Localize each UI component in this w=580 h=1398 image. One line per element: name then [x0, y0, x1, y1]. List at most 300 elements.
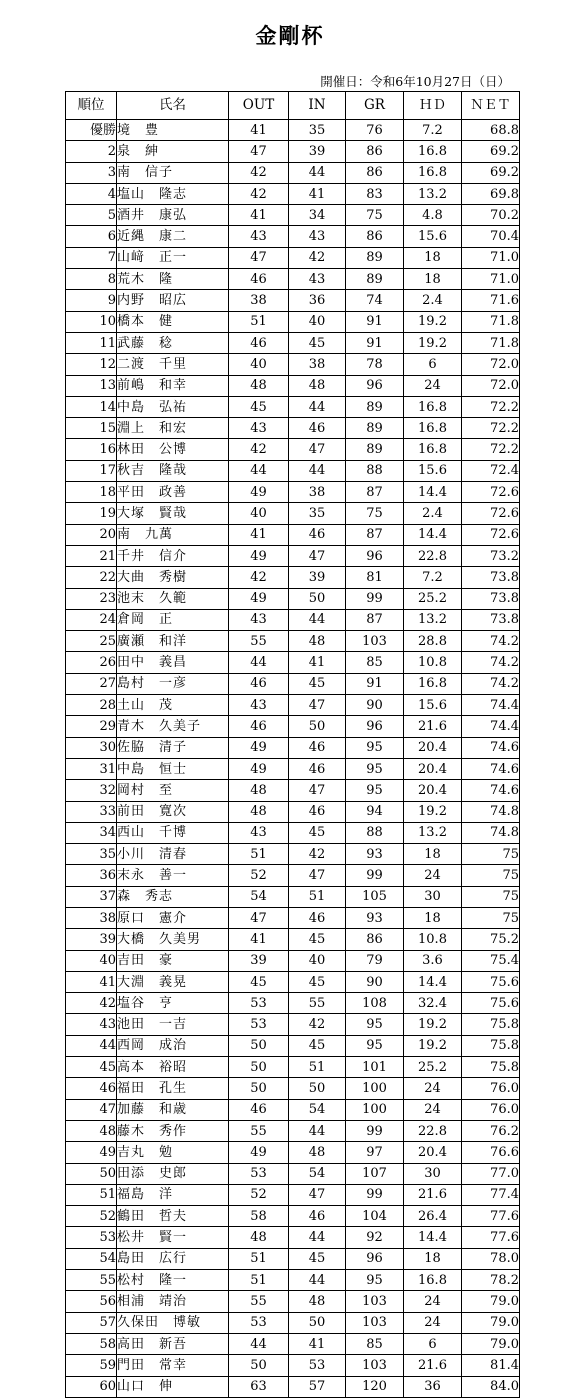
rank-cell: 41 — [66, 971, 117, 992]
net-score: 79.0 — [462, 1312, 520, 1333]
rank-cell: 15 — [66, 418, 117, 439]
table-row — [66, 1057, 520, 1078]
rank-cell: 45 — [66, 1057, 117, 1078]
handicap: 2.4 — [404, 290, 462, 311]
player-name: 内野 昭広 — [117, 290, 229, 311]
header-in: IN — [289, 92, 346, 120]
player-name: 青木 久美子 — [117, 716, 229, 737]
out-score: 50 — [229, 1035, 289, 1056]
out-score: 45 — [229, 971, 289, 992]
table-row — [66, 226, 520, 247]
gross-score: 104 — [346, 1206, 404, 1227]
net-score: 73.2 — [462, 545, 520, 566]
in-score: 44 — [289, 396, 346, 417]
in-score: 47 — [289, 439, 346, 460]
in-score: 55 — [289, 993, 346, 1014]
net-score: 75.4 — [462, 950, 520, 971]
rank-cell: 55 — [66, 1270, 117, 1291]
net-score: 74.2 — [462, 652, 520, 673]
table-row — [66, 1355, 520, 1376]
net-score: 74.6 — [462, 780, 520, 801]
net-score: 74.2 — [462, 673, 520, 694]
header-net: ＮＥＴ — [462, 92, 520, 120]
player-name: 土山 茂 — [117, 695, 229, 716]
table-row — [66, 1014, 520, 1035]
in-score: 48 — [289, 1291, 346, 1312]
handicap: 36 — [404, 1376, 462, 1397]
player-name: 山口 伸 — [117, 1376, 229, 1397]
player-name: 大淵 義晃 — [117, 971, 229, 992]
player-name: 大塚 賢哉 — [117, 503, 229, 524]
in-score: 46 — [289, 418, 346, 439]
rank-cell: 12 — [66, 354, 117, 375]
in-score: 46 — [289, 524, 346, 545]
player-name: 大橋 久美男 — [117, 929, 229, 950]
in-score: 51 — [289, 886, 346, 907]
net-score: 68.8 — [462, 120, 520, 141]
handicap: 21.6 — [404, 1184, 462, 1205]
player-name: 塩谷 亨 — [117, 993, 229, 1014]
gross-score: 86 — [346, 162, 404, 183]
net-score: 79.0 — [462, 1333, 520, 1354]
table-row — [66, 418, 520, 439]
table-row — [66, 1163, 520, 1184]
player-name: 西岡 成治 — [117, 1035, 229, 1056]
net-score: 75 — [462, 844, 520, 865]
table-row — [66, 460, 520, 481]
handicap: 13.2 — [404, 183, 462, 204]
in-score: 35 — [289, 120, 346, 141]
table-row — [66, 120, 520, 141]
table-row — [66, 332, 520, 353]
gross-score: 95 — [346, 1014, 404, 1035]
player-name: 近縄 康二 — [117, 226, 229, 247]
gross-score: 86 — [346, 929, 404, 950]
handicap: 24 — [404, 1078, 462, 1099]
rank-cell: 43 — [66, 1014, 117, 1035]
net-score: 77.6 — [462, 1227, 520, 1248]
gross-score: 96 — [346, 375, 404, 396]
net-score: 79.0 — [462, 1291, 520, 1312]
rank-cell: 16 — [66, 439, 117, 460]
player-name: 中島 弘祐 — [117, 396, 229, 417]
rank-cell: 25 — [66, 631, 117, 652]
gross-score: 91 — [346, 311, 404, 332]
handicap: 20.4 — [404, 737, 462, 758]
player-name: 前田 寛次 — [117, 801, 229, 822]
out-score: 55 — [229, 1291, 289, 1312]
out-score: 43 — [229, 822, 289, 843]
table-row — [66, 1376, 520, 1397]
gross-score: 95 — [346, 758, 404, 779]
net-score: 81.4 — [462, 1355, 520, 1376]
out-score: 41 — [229, 205, 289, 226]
gross-score: 75 — [346, 503, 404, 524]
out-score: 41 — [229, 929, 289, 950]
table-row — [66, 205, 520, 226]
handicap: 16.8 — [404, 439, 462, 460]
net-score: 74.4 — [462, 695, 520, 716]
in-score: 35 — [289, 503, 346, 524]
rank-cell: 38 — [66, 907, 117, 928]
table-row — [66, 183, 520, 204]
in-score: 38 — [289, 482, 346, 503]
player-name: 鶴田 哲夫 — [117, 1206, 229, 1227]
net-score: 72.0 — [462, 375, 520, 396]
gross-score: 108 — [346, 993, 404, 1014]
gross-score: 89 — [346, 396, 404, 417]
table-row — [66, 290, 520, 311]
gross-score: 103 — [346, 1291, 404, 1312]
handicap: 6 — [404, 354, 462, 375]
out-score: 38 — [229, 290, 289, 311]
handicap: 14.4 — [404, 524, 462, 545]
player-name: 相浦 靖治 — [117, 1291, 229, 1312]
player-name: 福田 孔生 — [117, 1078, 229, 1099]
handicap: 15.6 — [404, 695, 462, 716]
rank-cell: 36 — [66, 865, 117, 886]
rank-cell: 44 — [66, 1035, 117, 1056]
rank-cell: 48 — [66, 1120, 117, 1141]
gross-score: 81 — [346, 567, 404, 588]
handicap: 30 — [404, 1163, 462, 1184]
gross-score: 88 — [346, 822, 404, 843]
gross-score: 96 — [346, 545, 404, 566]
player-name: 廣瀬 和洋 — [117, 631, 229, 652]
in-score: 47 — [289, 1184, 346, 1205]
net-score: 75 — [462, 886, 520, 907]
rank-cell: 46 — [66, 1078, 117, 1099]
rank-cell: 22 — [66, 567, 117, 588]
player-name: 境 豊 — [117, 120, 229, 141]
rank-cell: 21 — [66, 545, 117, 566]
handicap: 24 — [404, 375, 462, 396]
net-score: 77.4 — [462, 1184, 520, 1205]
in-score: 42 — [289, 1014, 346, 1035]
net-score: 78.2 — [462, 1270, 520, 1291]
handicap: 18 — [404, 907, 462, 928]
out-score: 47 — [229, 907, 289, 928]
out-score: 47 — [229, 247, 289, 268]
table-row — [66, 1078, 520, 1099]
handicap: 20.4 — [404, 780, 462, 801]
table-row — [66, 950, 520, 971]
table-row — [66, 1206, 520, 1227]
page-title: 金剛杯 — [255, 23, 325, 48]
rank-cell: 53 — [66, 1227, 117, 1248]
out-score: 48 — [229, 780, 289, 801]
out-score: 63 — [229, 1376, 289, 1397]
handicap: 18 — [404, 1248, 462, 1269]
player-name: 前嶋 和幸 — [117, 375, 229, 396]
player-name: 藤木 秀作 — [117, 1120, 229, 1141]
handicap: 19.2 — [404, 1014, 462, 1035]
table-row — [66, 269, 520, 290]
player-name: 南 九萬 — [117, 524, 229, 545]
in-score: 45 — [289, 929, 346, 950]
gross-score: 96 — [346, 716, 404, 737]
net-score: 78.0 — [462, 1248, 520, 1269]
handicap: 24 — [404, 1312, 462, 1333]
gross-score: 99 — [346, 865, 404, 886]
player-name: 塩山 隆志 — [117, 183, 229, 204]
handicap: 18 — [404, 844, 462, 865]
player-name: 秋吉 隆哉 — [117, 460, 229, 481]
net-score: 71.8 — [462, 332, 520, 353]
net-score: 75.8 — [462, 1057, 520, 1078]
header-gr: GR — [346, 92, 404, 120]
table-body — [66, 120, 520, 1398]
in-score: 34 — [289, 205, 346, 226]
rank-cell: 50 — [66, 1163, 117, 1184]
rank-cell: 42 — [66, 993, 117, 1014]
rank-cell: 14 — [66, 396, 117, 417]
gross-score: 99 — [346, 588, 404, 609]
out-score: 44 — [229, 460, 289, 481]
player-name: 加藤 和歳 — [117, 1099, 229, 1120]
in-score: 46 — [289, 1206, 346, 1227]
table-row — [66, 673, 520, 694]
handicap: 19.2 — [404, 311, 462, 332]
handicap: 21.6 — [404, 1355, 462, 1376]
table-row — [66, 907, 520, 928]
in-score: 46 — [289, 801, 346, 822]
in-score: 48 — [289, 631, 346, 652]
out-score: 46 — [229, 673, 289, 694]
in-score: 45 — [289, 673, 346, 694]
handicap: 19.2 — [404, 801, 462, 822]
out-score: 52 — [229, 1184, 289, 1205]
rank-cell: 10 — [66, 311, 117, 332]
table-row — [66, 162, 520, 183]
handicap: 22.8 — [404, 545, 462, 566]
rank-cell: 優勝 — [66, 120, 117, 141]
out-score: 46 — [229, 716, 289, 737]
gross-score: 101 — [346, 1057, 404, 1078]
table-row — [66, 247, 520, 268]
net-score: 72.2 — [462, 439, 520, 460]
in-score: 44 — [289, 609, 346, 630]
out-score: 49 — [229, 588, 289, 609]
in-score: 46 — [289, 737, 346, 758]
rank-cell: 18 — [66, 482, 117, 503]
handicap: 21.6 — [404, 716, 462, 737]
table-row — [66, 695, 520, 716]
net-score: 74.6 — [462, 737, 520, 758]
net-score: 76.0 — [462, 1078, 520, 1099]
gross-score: 100 — [346, 1099, 404, 1120]
gross-score: 79 — [346, 950, 404, 971]
table-row — [66, 567, 520, 588]
out-score: 53 — [229, 993, 289, 1014]
gross-score: 95 — [346, 1270, 404, 1291]
rank-cell: 29 — [66, 716, 117, 737]
player-name: 橋本 健 — [117, 311, 229, 332]
handicap: 4.8 — [404, 205, 462, 226]
net-score: 75.2 — [462, 929, 520, 950]
net-score: 75 — [462, 907, 520, 928]
in-score: 36 — [289, 290, 346, 311]
out-score: 50 — [229, 1078, 289, 1099]
out-score: 48 — [229, 1227, 289, 1248]
in-score: 45 — [289, 1035, 346, 1056]
rank-cell: 3 — [66, 162, 117, 183]
player-name: 酒井 康弘 — [117, 205, 229, 226]
in-score: 44 — [289, 1120, 346, 1141]
gross-score: 91 — [346, 673, 404, 694]
player-name: 泉 紳 — [117, 141, 229, 162]
out-score: 42 — [229, 567, 289, 588]
out-score: 52 — [229, 865, 289, 886]
gross-score: 93 — [346, 907, 404, 928]
gross-score: 105 — [346, 886, 404, 907]
gross-score: 89 — [346, 439, 404, 460]
player-name: 島村 一彦 — [117, 673, 229, 694]
out-score: 40 — [229, 354, 289, 375]
gross-score: 94 — [346, 801, 404, 822]
table-row — [66, 609, 520, 630]
table-row — [66, 545, 520, 566]
gross-score: 85 — [346, 652, 404, 673]
gross-score: 99 — [346, 1184, 404, 1205]
gross-score: 95 — [346, 780, 404, 801]
player-name: 二渡 千里 — [117, 354, 229, 375]
handicap: 24 — [404, 865, 462, 886]
out-score: 49 — [229, 545, 289, 566]
player-name: 門田 常幸 — [117, 1355, 229, 1376]
in-score: 50 — [289, 716, 346, 737]
net-score: 72.4 — [462, 460, 520, 481]
net-score: 75 — [462, 865, 520, 886]
in-score: 40 — [289, 950, 346, 971]
table-row — [66, 822, 520, 843]
in-score: 47 — [289, 695, 346, 716]
table-row — [66, 1184, 520, 1205]
out-score: 45 — [229, 396, 289, 417]
rank-cell: 54 — [66, 1248, 117, 1269]
handicap: 10.8 — [404, 929, 462, 950]
player-name: 島田 広行 — [117, 1248, 229, 1269]
in-score: 44 — [289, 1227, 346, 1248]
table-row — [66, 375, 520, 396]
net-score: 74.6 — [462, 758, 520, 779]
net-score: 77.0 — [462, 1163, 520, 1184]
gross-score: 100 — [346, 1078, 404, 1099]
rank-cell: 23 — [66, 588, 117, 609]
gross-score: 86 — [346, 226, 404, 247]
gross-score: 99 — [346, 1120, 404, 1141]
rank-cell: 9 — [66, 290, 117, 311]
net-score: 71.0 — [462, 269, 520, 290]
net-score: 74.8 — [462, 822, 520, 843]
out-score: 51 — [229, 1270, 289, 1291]
net-score: 75.6 — [462, 993, 520, 1014]
in-score: 50 — [289, 1078, 346, 1099]
in-score: 45 — [289, 971, 346, 992]
handicap: 18 — [404, 269, 462, 290]
out-score: 49 — [229, 482, 289, 503]
player-name: 吉田 豪 — [117, 950, 229, 971]
gross-score: 95 — [346, 737, 404, 758]
handicap: 16.8 — [404, 141, 462, 162]
rank-cell: 58 — [66, 1333, 117, 1354]
player-name: 林田 公博 — [117, 439, 229, 460]
net-score: 73.8 — [462, 567, 520, 588]
handicap: 18 — [404, 247, 462, 268]
table-row — [66, 652, 520, 673]
out-score: 41 — [229, 120, 289, 141]
out-score: 39 — [229, 950, 289, 971]
table-row — [66, 1248, 520, 1269]
player-name: 中島 恒士 — [117, 758, 229, 779]
handicap: 15.6 — [404, 460, 462, 481]
in-score: 53 — [289, 1355, 346, 1376]
rank-cell: 34 — [66, 822, 117, 843]
player-name: 田中 義昌 — [117, 652, 229, 673]
net-score: 71.8 — [462, 311, 520, 332]
out-score: 43 — [229, 418, 289, 439]
net-score: 70.2 — [462, 205, 520, 226]
gross-score: 89 — [346, 269, 404, 290]
player-name: 高本 裕昭 — [117, 1057, 229, 1078]
in-score: 54 — [289, 1099, 346, 1120]
player-name: 池末 久範 — [117, 588, 229, 609]
table-header-row — [66, 92, 520, 120]
gross-score: 120 — [346, 1376, 404, 1397]
in-score: 41 — [289, 1333, 346, 1354]
in-score: 38 — [289, 354, 346, 375]
player-name: 佐脇 清子 — [117, 737, 229, 758]
player-name: 西山 千博 — [117, 822, 229, 843]
net-score: 72.6 — [462, 524, 520, 545]
table-row — [66, 716, 520, 737]
out-score: 51 — [229, 311, 289, 332]
gross-score: 107 — [346, 1163, 404, 1184]
gross-score: 93 — [346, 844, 404, 865]
in-score: 41 — [289, 183, 346, 204]
table-row — [66, 780, 520, 801]
handicap: 14.4 — [404, 1227, 462, 1248]
handicap: 16.8 — [404, 418, 462, 439]
handicap: 3.6 — [404, 950, 462, 971]
net-score: 72.0 — [462, 354, 520, 375]
player-name: 森 秀志 — [117, 886, 229, 907]
handicap: 7.2 — [404, 567, 462, 588]
out-score: 53 — [229, 1163, 289, 1184]
net-score: 76.0 — [462, 1099, 520, 1120]
out-score: 49 — [229, 737, 289, 758]
table-row — [66, 1291, 520, 1312]
net-score: 76.6 — [462, 1142, 520, 1163]
rank-cell: 11 — [66, 332, 117, 353]
header-hd: ＨＤ — [404, 92, 462, 120]
out-score: 40 — [229, 503, 289, 524]
table-row — [66, 396, 520, 417]
rank-cell: 24 — [66, 609, 117, 630]
rank-cell: 51 — [66, 1184, 117, 1205]
out-score: 48 — [229, 801, 289, 822]
out-score: 51 — [229, 844, 289, 865]
out-score: 46 — [229, 269, 289, 290]
net-score: 75.8 — [462, 1035, 520, 1056]
in-score: 54 — [289, 1163, 346, 1184]
net-score: 76.2 — [462, 1120, 520, 1141]
table-row — [66, 993, 520, 1014]
player-name: 久保田 博敏 — [117, 1312, 229, 1333]
header-rank: 順位 — [66, 92, 117, 120]
player-name: 小川 清春 — [117, 844, 229, 865]
player-name: 倉岡 正 — [117, 609, 229, 630]
